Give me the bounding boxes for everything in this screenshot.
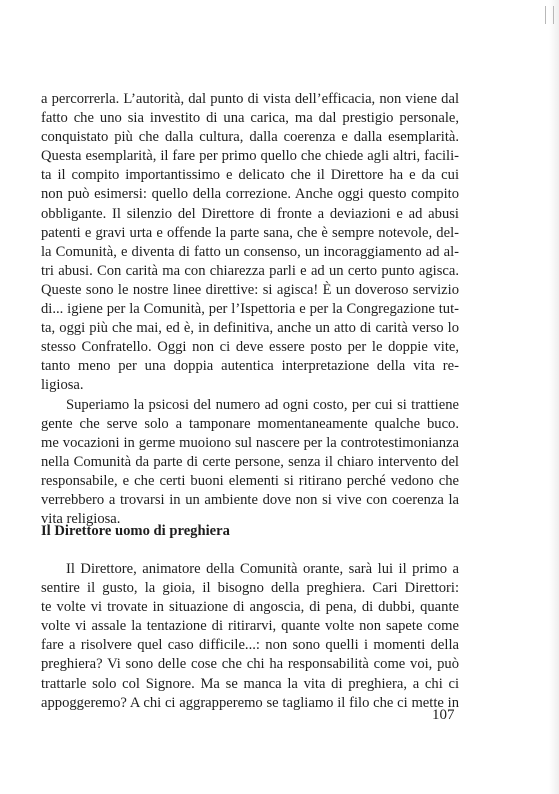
text-line: Questa esemplarità, il fare per primo quello che chiede agli altri, facili- (41, 148, 459, 165)
text-line: di... igiene per la Comunità, per l’Ispettoria e per la Congregazione tut- (41, 301, 459, 318)
text-line: Superiamo la psicosi del numero ad ogni costo, per cui si trattiene (66, 396, 459, 413)
text-line: vita religiosa. (41, 511, 121, 528)
text-line: te volte vi trovate in situazione di angoscia, di pena, di dubbi, quante (41, 599, 459, 616)
text-line: trattarle solo col Signore. Ma se manca la vita di preghiera, a chi ci (41, 675, 459, 692)
text-line: ta il compito importantissimo e delicato che il Direttore ha e da cui (41, 167, 459, 184)
text-line: ligiosa. (41, 377, 84, 394)
text-line: stesso Confratello. Oggi non ci deve essere posto per le doppie vite, (41, 339, 459, 356)
text-line: a percorrerla. L’autorità, dal punto di vista dell’efficacia, non viene dal (41, 91, 459, 107)
text-line: fare a risolvere quel caso difficile...: non sono quelli i momenti della (41, 637, 459, 654)
text-line: sentire il gusto, la gioia, il bisogno della preghiera. Cari Direttori: (41, 580, 459, 597)
text-line: obbligante. Il silenzio del Direttore di fronte a deviazioni e ad abusi (41, 205, 459, 222)
text-line: responsabile, e che certi buoni elementi si ritirano perché vedono che (41, 472, 459, 489)
text-line: gente che serve solo a tamponare momentaneamente qualche buco. (41, 415, 459, 432)
text-line: conquistato più che dalla cultura, dalla coerenza e dalla esemplarità. (41, 129, 459, 146)
text-line: fatto che uno sia investito di una carica, ma dal prestigio personale, (41, 110, 459, 127)
text-line: preghiera? Vi sono delle cose che chi ha responsabilità come voi, può (41, 656, 459, 673)
text-line: ta, oggi più che mai, ed è, in definitiva, anche un atto di carità verso lo (41, 320, 459, 337)
text-line: Queste sono le nostre linee direttive: si agisca! È un doveroso servizio (41, 281, 459, 298)
page-edge-shadow (549, 0, 559, 794)
body-text-top (41, 90, 459, 529)
page-number: 107 (432, 707, 455, 723)
text-line: nella Comunità da parte di certe persone, senza il chiaro intervento del (41, 453, 459, 470)
text-line: non può esimersi: quello della correzione. Anche oggi questo compito (41, 186, 459, 203)
text-line: la Comunità, e diventa di fatto un consenso, un incoraggiamento ad al- (41, 243, 459, 260)
edge-mark (553, 6, 554, 24)
section-heading: Il Direttore uomo di preghiera (41, 523, 230, 539)
text-line: me vocazioni in germe muoiono sul nascere per la controtestimonianza (41, 434, 459, 451)
text-line: Il Direttore, animatore della Comunità orante, sarà lui il primo a (66, 561, 459, 577)
text-line: volte vi assale la tentazione di ritirarvi, quante volte non sapete come (41, 618, 459, 635)
body-text-bottom (41, 560, 459, 713)
text-line: tanto meno per una doppia autentica interpretazione della vita re- (41, 358, 459, 375)
text-line: tri abusi. Con carità ma con chiarezza parli e ad un certo punto agisca. (41, 262, 459, 279)
edge-mark (545, 6, 546, 24)
text-line: appoggeremo? A chi ci aggrapperemo se tagliamo il filo che ci mette in (41, 694, 459, 711)
text-line: verrebbero a trovarsi in un ambiente dove non si vive con coerenza la (41, 491, 459, 508)
text-line: patenti e gravi urta e offende la parte sana, che è sempre notevole, del- (41, 224, 459, 241)
